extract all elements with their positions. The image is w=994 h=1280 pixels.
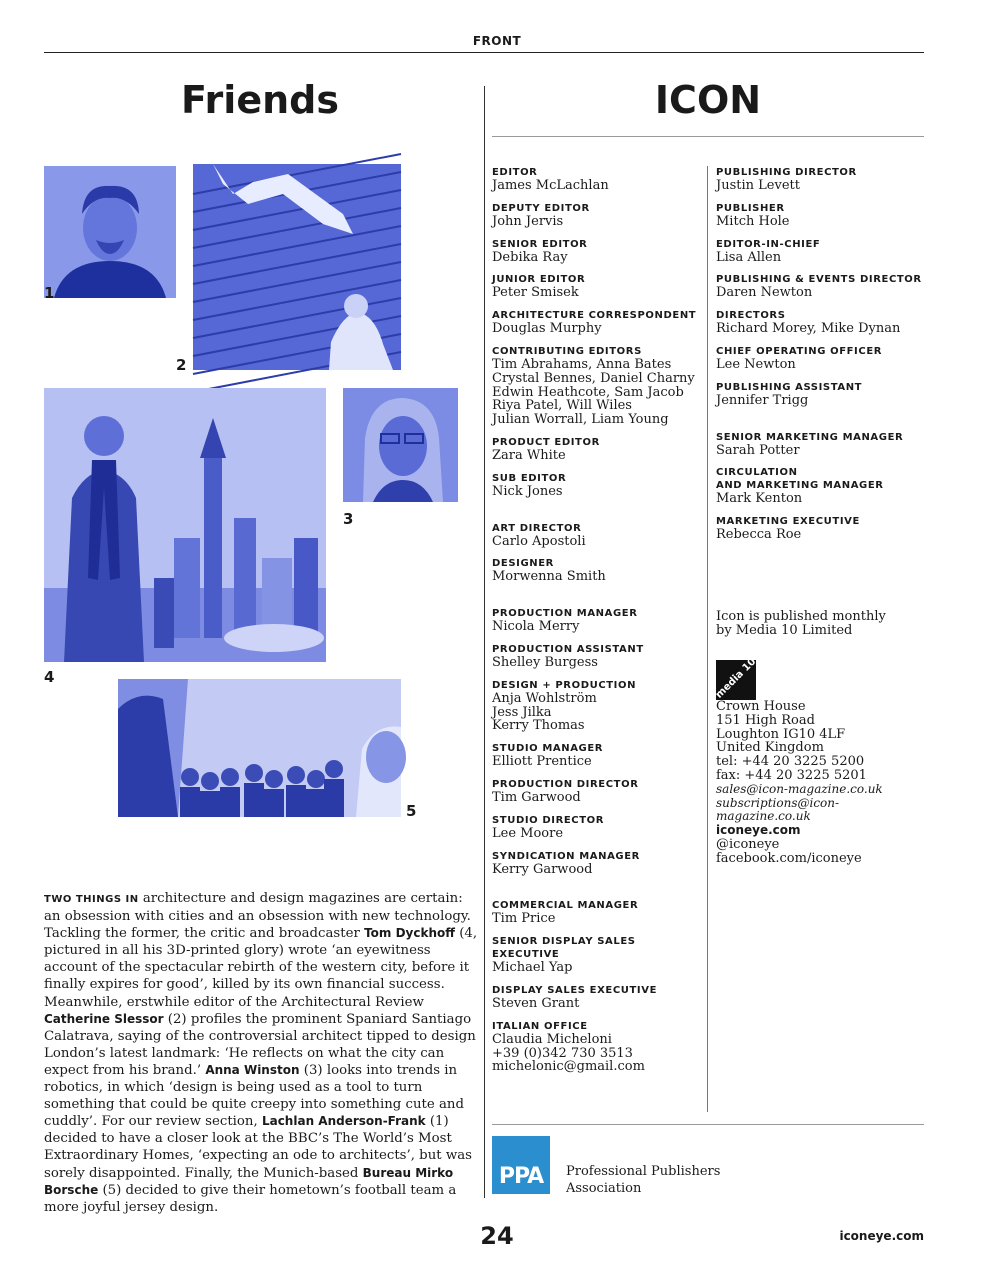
masthead-entry: [716, 238, 926, 265]
masthead-name: Jennifer Trigg: [716, 392, 809, 408]
masthead-role: PRODUCT EDITOR: [492, 436, 600, 448]
address-block: [716, 700, 926, 824]
masthead-name: Tim Garwood: [492, 789, 581, 805]
media10-logo-text: media 10: [713, 656, 759, 701]
masthead-entry: [492, 935, 704, 975]
masthead-entry: [492, 238, 704, 265]
masthead-role: CIRCULATION AND MARKETING MANAGER: [716, 467, 884, 492]
masthead-name: Elliott Prentice: [492, 754, 592, 770]
masthead-role: ITALIAN OFFICE: [492, 1020, 588, 1032]
masthead-name: Mark Kenton: [716, 491, 803, 507]
friends-title: Friends: [181, 78, 339, 122]
masthead-title: ICON: [654, 78, 762, 122]
page-number: 24: [480, 1222, 514, 1250]
media10-logo: [713, 656, 759, 701]
masthead-entry: [492, 345, 704, 427]
masthead-name: Mitch Hole: [716, 213, 790, 229]
masthead-role: PRODUCTION DIRECTOR: [492, 778, 639, 790]
contributor-name: Lachlan Anderson-Frank: [261, 1114, 426, 1129]
masthead-role: ARCHITECTURE CORRESPONDENT: [492, 310, 697, 322]
photo-number-2: 2: [176, 356, 187, 374]
masthead-name: James McLachlan: [492, 178, 609, 193]
masthead-role: ART DIRECTOR: [492, 522, 582, 534]
header-rule: [44, 52, 924, 53]
section-label: FRONT: [472, 34, 522, 48]
masthead-entry: [492, 472, 704, 499]
web-links: [716, 824, 926, 865]
masthead-role: SYNDICATION MANAGER: [492, 850, 640, 862]
masthead-role: EDITOR-IN-CHIEF: [716, 238, 821, 250]
article-text: architecture and design magazines are certain: an obsession with cities and an obsession with new technology. Tackling the former, the critic and broadcaster: [44, 891, 471, 942]
masthead-entry: [716, 515, 926, 542]
subscriptions-email-link[interactable]: subscriptions@icon-magazine.co.uk: [716, 795, 840, 824]
masthead-role: PRODUCTION MANAGER: [492, 608, 638, 620]
masthead-entry: [716, 166, 926, 193]
masthead-name: Justin Levett: [716, 178, 800, 193]
masthead-entry: [492, 607, 704, 634]
masthead-role: DISPLAY SALES EXECUTIVE: [492, 984, 658, 996]
friends-article: [44, 890, 480, 1216]
website-link[interactable]: iconeye.com: [716, 823, 801, 837]
masthead-role: DESIGN + PRODUCTION: [492, 679, 637, 691]
masthead-role: SENIOR MARKETING MANAGER: [716, 431, 904, 443]
facebook-link[interactable]: facebook.com/iconeye: [716, 850, 862, 866]
masthead-name: Debika Ray: [492, 249, 568, 265]
photo-contributor-2: [193, 164, 401, 370]
masthead-entry: [492, 643, 704, 670]
contributor-name: Tom Dyckhoff: [364, 926, 455, 941]
masthead-entry: [716, 381, 926, 408]
masthead-entry: [716, 202, 926, 229]
masthead-role: PUBLISHING ASSISTANT: [716, 381, 863, 393]
photo-number-4: 4: [44, 668, 55, 686]
masthead-entry: [492, 814, 704, 841]
masthead-name: Carlo Apostoli: [492, 533, 586, 549]
ppa-logo-text: PPA: [498, 1164, 544, 1189]
column-divider: [484, 86, 485, 1198]
masthead-role: PUBLISHER: [716, 202, 785, 214]
masthead-role: STUDIO DIRECTOR: [492, 814, 605, 826]
twitter-link[interactable]: @iconeye: [716, 836, 780, 852]
masthead-name: Steven Grant: [492, 995, 580, 1011]
masthead-name: Michael Yap: [492, 960, 573, 976]
photo-contributor-3: [343, 388, 458, 502]
masthead-entry: [492, 984, 704, 1011]
masthead-gap: [492, 508, 704, 522]
masthead-name: Peter Smisek: [492, 285, 579, 301]
masthead-entry: [492, 1020, 704, 1074]
masthead-name: Tim Abrahams, Anna Bates Crystal Bennes, Daniel Charny Edwin Heathcote, Sam Jacob Riya Patel, Will Wiles Julian Worrall, Liam Young: [492, 356, 695, 428]
masthead-role: STUDIO MANAGER: [492, 743, 604, 755]
masthead-name: Nicola Merry: [492, 619, 580, 635]
masthead-entry: [492, 273, 704, 300]
masthead-entry: [716, 345, 926, 372]
masthead-role: DEPUTY EDITOR: [492, 202, 590, 214]
fax-line: fax: +44 20 3225 5201: [716, 767, 867, 783]
masthead-entry: [716, 431, 926, 458]
masthead-role: PRODUCTION ASSISTANT: [492, 643, 644, 655]
masthead-gap: [492, 593, 704, 607]
masthead-role: MARKETING EXECUTIVE: [716, 516, 860, 528]
masthead-name: Claudia Micheloni +39 (0)342 730 3513 michelonic@gmail.com: [492, 1031, 645, 1075]
masthead-entry: [716, 273, 926, 300]
masthead-entry: [492, 899, 704, 926]
article-text: (3) looks into trends in robotics, in which ‘design is being used as a tool to turn something that could be quite creepy into something cute and cuddly’. For our review section,: [44, 1062, 464, 1130]
contributor-name: Bureau Mirko Borsche: [44, 1165, 454, 1197]
photo-number-5: 5: [406, 802, 417, 820]
masthead-entry: [492, 202, 704, 229]
address-line: 151 High Road: [716, 712, 815, 728]
contributor-name: Catherine Slessor: [44, 1011, 164, 1026]
ppa-rule: [492, 1124, 924, 1125]
masthead-name: Sarah Potter: [716, 442, 800, 458]
masthead-name: Daren Newton: [716, 285, 813, 301]
address-line: United Kingdom: [716, 740, 824, 756]
masthead-role: PUBLISHING & EVENTS DIRECTOR: [716, 274, 922, 286]
footer-url[interactable]: iconeye.com: [839, 1229, 924, 1243]
masthead-role: DIRECTORS: [716, 310, 786, 322]
masthead-rule: [492, 136, 924, 137]
masthead-name: Zara White: [492, 447, 566, 463]
masthead-role: SENIOR EDITOR: [492, 238, 588, 250]
masthead-name: Douglas Murphy: [492, 321, 602, 337]
photo-contributor-5: [118, 679, 401, 817]
masthead-role: CHIEF OPERATING OFFICER: [716, 345, 883, 357]
masthead-entry: [716, 466, 926, 506]
publisher-note: Icon is published monthly by Media 10 Limited: [716, 609, 886, 638]
masthead-name: John Jervis: [492, 213, 564, 229]
article-text: (2) profiles the prominent Spaniard Santiago Calatrava, saying of the controversial architect tipped to design London’s latest landmark: ‘He reflects on what the city can expect from his brand.’: [44, 1011, 476, 1078]
masthead-name: Shelley Burgess: [492, 654, 598, 670]
photo-number-1: 1: [44, 284, 55, 302]
sales-email-link[interactable]: sales@icon-magazine.co.uk: [716, 781, 883, 796]
photo-contributor-4: [44, 388, 326, 662]
masthead-name: Lee Moore: [492, 825, 564, 841]
masthead-gap: [492, 885, 704, 899]
article-text: (1) decided to have a closer look at the BBC’s The World’s Most Extraordinary Homes, ‘expecting an ode to architects’, but was sorely disappointed. Finally, the Munich-based: [44, 1114, 472, 1181]
masthead-name: Nick Jones: [492, 483, 563, 499]
masthead-entry: [492, 778, 704, 805]
photo-number-3: 3: [343, 510, 354, 528]
article-lead: TWO THINGS IN: [44, 894, 139, 905]
address-line: Crown House: [716, 699, 806, 714]
address-line: Loughton IG10 4LF: [716, 726, 846, 742]
ppa-logo: [492, 1136, 550, 1194]
masthead-name: Lisa Allen: [716, 249, 782, 265]
masthead-entry: [492, 309, 704, 336]
masthead-right-column: [716, 166, 926, 551]
contributor-name: Anna Winston: [205, 1062, 300, 1077]
masthead-name: Tim Price: [492, 911, 556, 927]
masthead-entry: [492, 850, 704, 877]
masthead-entry: [492, 557, 704, 584]
article-text: (5) decided to give their hometown’s football team a more joyful jersey design.: [44, 1182, 457, 1215]
masthead-role: DESIGNER: [492, 558, 554, 570]
masthead-role: CONTRIBUTING EDITORS: [492, 345, 642, 357]
masthead-left-column: [492, 166, 704, 1083]
masthead-gap: [716, 417, 926, 431]
masthead-entry: [492, 679, 704, 733]
photo-contributor-1: [44, 166, 176, 298]
masthead-name: Anja Wohlström Jess Jilka Kerry Thomas: [492, 690, 597, 734]
masthead-name: Morwenna Smith: [492, 569, 606, 585]
masthead-role: COMMERCIAL MANAGER: [492, 900, 639, 912]
masthead-role: SUB EDITOR: [492, 472, 567, 484]
masthead-entry: [716, 309, 926, 336]
ppa-name: Professional Publishers Association: [566, 1164, 721, 1196]
article-text: (4, pictured in all his 3D-printed glory) wrote ‘an eyewitness account of the spectacular rebirth of the western city, before it finally expires for good’, killed by its own financial success. Meanwhile, erstwhile editor of the Architectural Review: [44, 926, 478, 1010]
masthead-role: EDITOR: [492, 167, 538, 178]
masthead-name: Rebecca Roe: [716, 527, 802, 543]
masthead-name: Kerry Garwood: [492, 861, 593, 877]
masthead-entry: [492, 522, 704, 549]
masthead-name: Richard Morey, Mike Dynan: [716, 321, 901, 337]
masthead-entry: [492, 436, 704, 463]
masthead-entry: [492, 166, 704, 193]
masthead-name: Lee Newton: [716, 356, 796, 372]
masthead-role: JUNIOR EDITOR: [492, 274, 586, 286]
masthead-entry: [492, 742, 704, 769]
masthead-role: SENIOR DISPLAY SALES EXECUTIVE: [492, 936, 636, 961]
phone-line: tel: +44 20 3225 5200: [716, 754, 865, 770]
masthead-divider: [707, 166, 708, 1112]
masthead-role: PUBLISHING DIRECTOR: [716, 167, 857, 178]
